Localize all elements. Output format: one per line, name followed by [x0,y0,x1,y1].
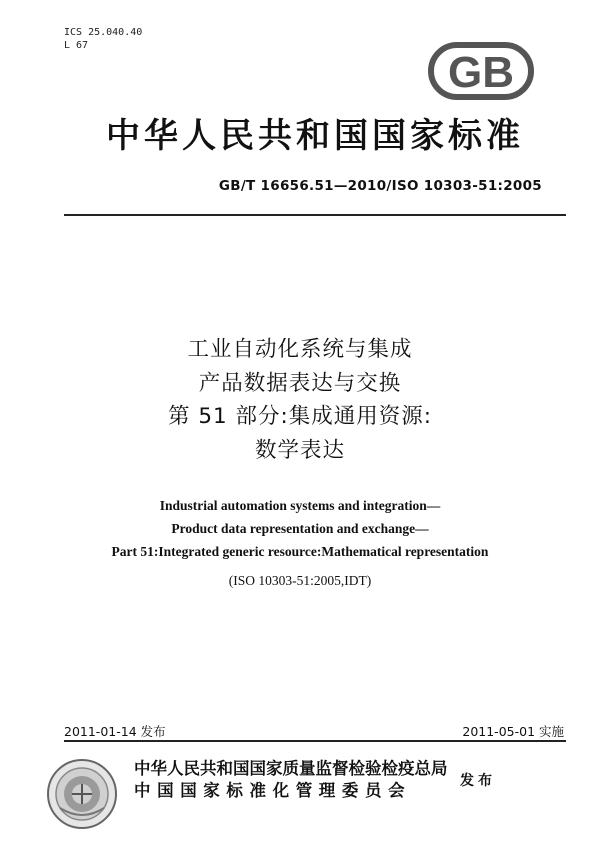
gb-logo-text: GB [448,48,514,97]
en-title-line: Product data representation and exchange— [171,521,429,536]
standard-code: GB/T 16656.51—2010/ISO 10303-51:2005 [218,178,542,194]
bottom-divider [64,740,566,742]
issuing-organizations [134,758,448,802]
implementation-date: 2011-05-01 实施 [462,724,564,739]
ccs-code: L 67 [64,40,89,51]
cn-title-line: 工业自动化系统与集成 [187,337,413,362]
ics-code: ICS 25.040.40 [64,27,143,38]
issue-date: 2011-01-14 发布 [64,724,166,739]
seal-emblem-icon [46,758,118,830]
issuer-org-1: 中华人民共和国国家质量监督检验检疫总局 [134,759,448,778]
standard-title: 中华人民共和国国家标准 [106,116,524,156]
top-divider [64,214,566,216]
cn-title-line: 第 51 部分:集成通用资源: [167,404,432,429]
issuer-org-2: 中国国家标准化管理委员会 [134,781,412,800]
cn-title-line: 产品数据表达与交换 [198,370,402,396]
gb-logo [428,42,534,100]
publish-label: 发布 [460,773,496,789]
iso-reference: (ISO 10303-51:2005,IDT) [228,573,372,588]
chinese-title [0,333,600,467]
english-title [0,494,600,563]
classification-codes [64,26,142,52]
en-title-line: Part 51:Integrated generic resource:Mathematical representation [111,544,489,559]
en-title-line: Industrial automation systems and integration— [159,498,441,513]
cn-title-line: 数学表达 [254,437,345,463]
